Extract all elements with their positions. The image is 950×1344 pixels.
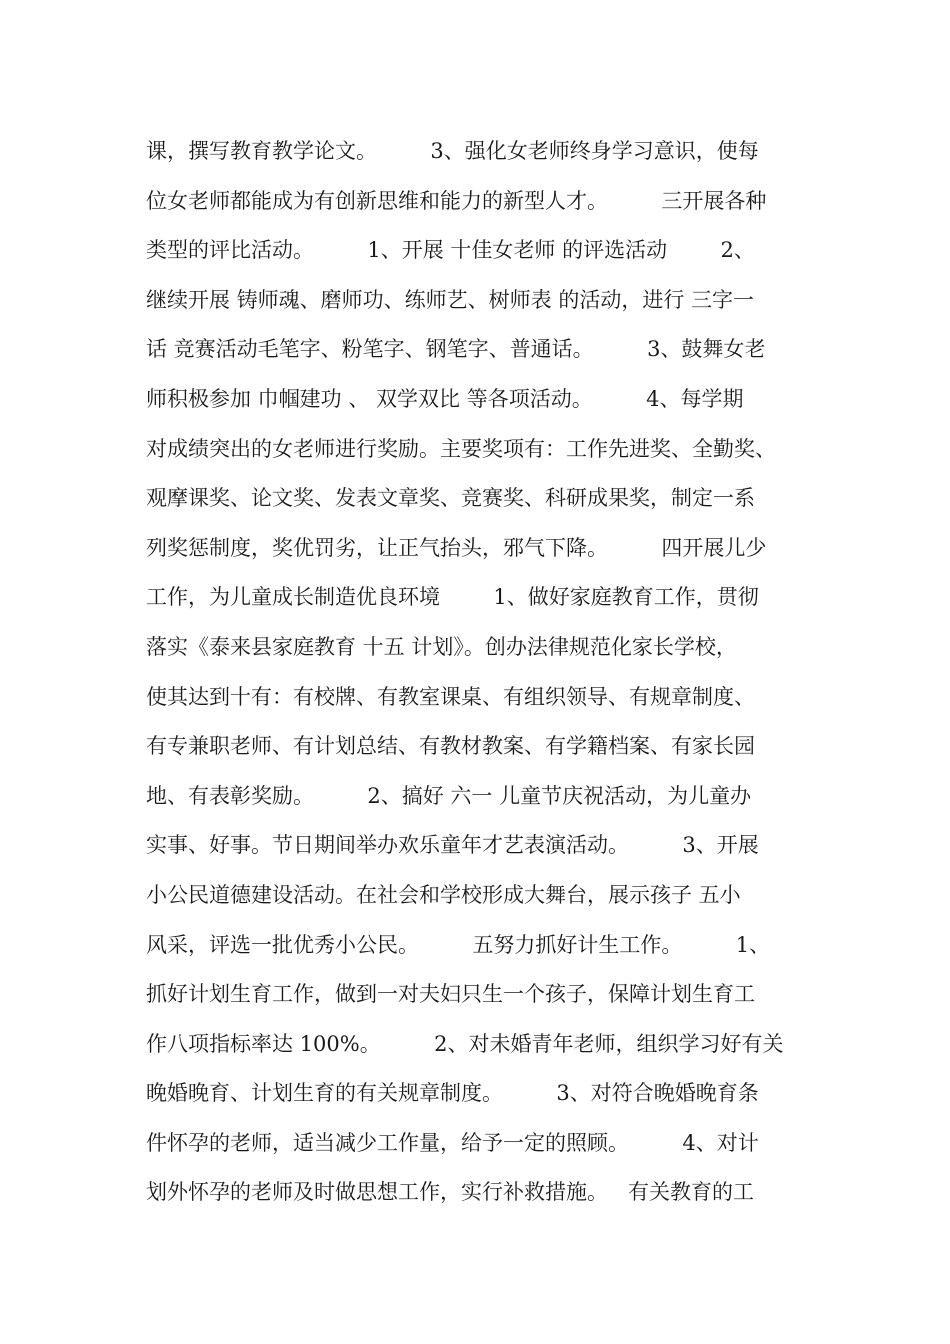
text-line: 地、有表彰奖励。 2、搞好 六一 儿童节庆祝活动，为儿童办 [146,783,752,808]
text-line: 落实《泰来县家庭教育 十五 计划》。创办法律规范化家长学校， [146,634,737,659]
document-body [146,131,836,1222]
text-line: 课，撰写教育教学论文。 3、强化女老师终身学习意识，使每 [146,139,759,163]
text-line: 有专兼职老师、有计划总结、有教材教案、有学籍档案、有家长园 [146,734,755,759]
text-line: 位女老师都能成为有创新思维和能力的新型人才。 三开展各种 [146,188,767,213]
text-line: 晚婚晚育、计划生育的有关规章制度。 3、对符合晚婚晚育条 [146,1081,759,1106]
text-line: 作八项指标率达 100%。 2、对未婚青年老师，组织学习好有关 [146,1031,784,1056]
text-line: 抓好计划生育工作，做到一对夫妇只生一个孩子，保障计划生育工 [146,982,755,1007]
text-line: 话 竞赛活动毛笔字、粉笔字、钢笔字、普通话。 3、鼓舞女老 [146,337,766,362]
text-line: 师积极参加 巾帼建功 、 双学双比 等各项活动。 4、每学期 [146,386,744,411]
text-line: 件怀孕的老师，适当减少工作量，给予一定的照顾。 4、对计 [146,1130,759,1155]
text-line: 对成绩突出的女老师进行奖励。主要奖项有：工作先进奖、全勤奖、 [146,436,776,461]
text-line: 列奖惩制度，奖优罚劣，让正气抬头，邪气下降。 四开展儿少 [146,535,767,560]
text-line: 风采，评选一批优秀小公民。 五努力抓好计生工作。 1、 [146,932,771,957]
text-line: 观摩课奖、论文奖、发表文章奖、竞赛奖、科研成果奖，制定一系 [146,486,755,511]
text-line: 继续开展 铸师魂、磨师功、练师艺、树师表 的活动，进行 三字一 [146,287,755,312]
text-line: 小公民道德建设活动。在社会和学校形成大舞台，展示孩子 五小 [146,882,741,907]
text-line: 工作，为儿童成长制造优良环境 1、做好家庭教育工作，贯彻 [146,585,759,610]
text-line: 划外怀孕的老师及时做思想工作，实行补救措施。 有关教育的工 [146,1180,755,1205]
text-line: 类型的评比活动。 1、开展 十佳女老师 的评选活动 2、 [146,238,755,263]
text-line: 实事、好事。节日期间举办欢乐童年才艺表演活动。 3、开展 [146,833,759,858]
text-line: 使其达到十有：有校牌、有教室课桌、有组织领导、有规章制度、 [146,684,755,709]
